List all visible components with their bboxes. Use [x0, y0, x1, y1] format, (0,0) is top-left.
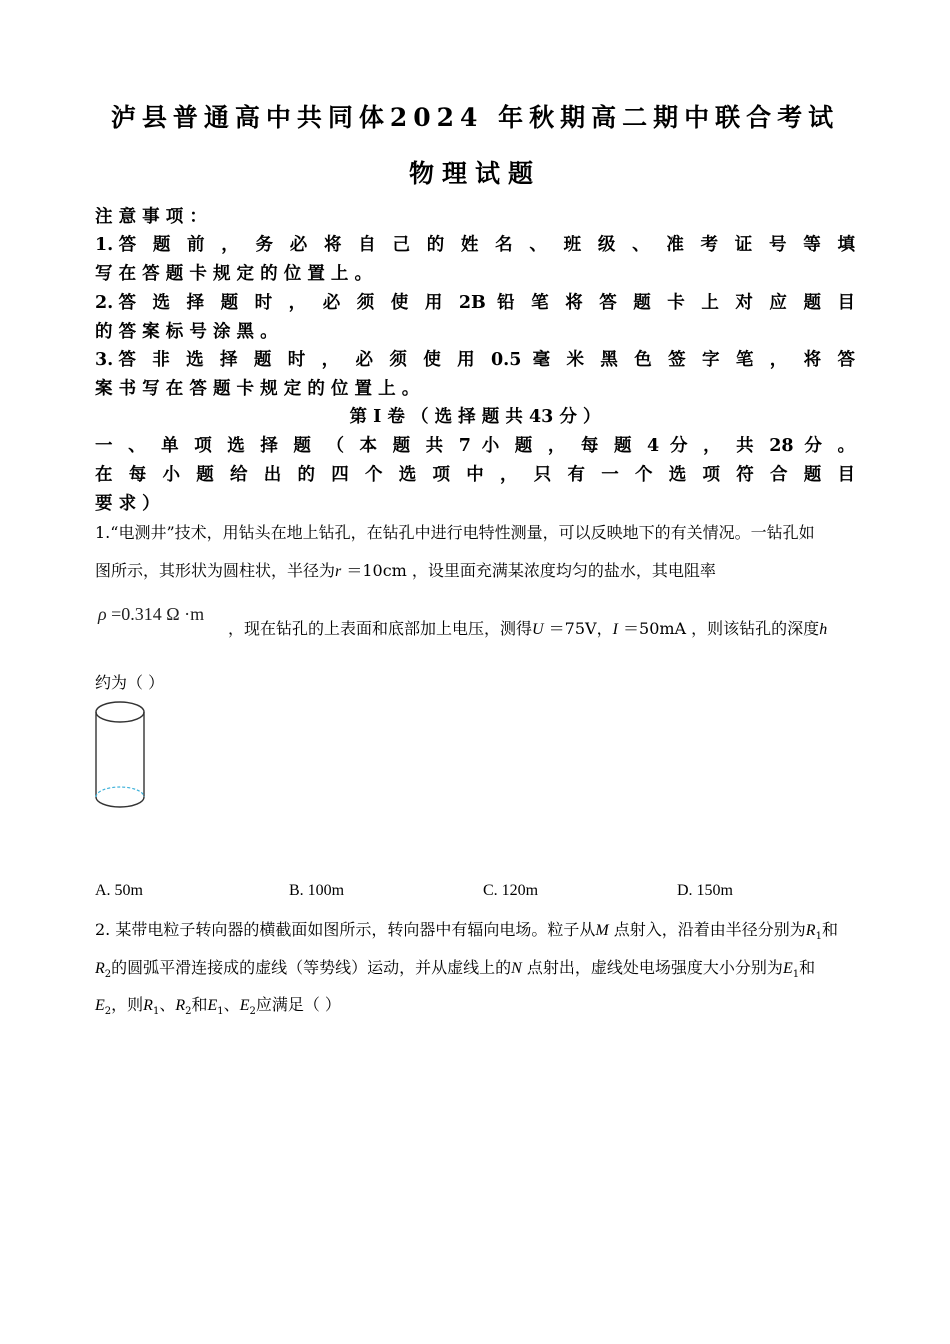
h-symbol: h: [819, 621, 828, 638]
q2-line-1: 2. 某带电粒子转向器的横截面如图所示，转向器中有辐向电场。粒子从M 点射入，沿着由半径分别为$R_1$和: [95, 920, 838, 943]
resistivity-formula: [98, 604, 204, 625]
q1-option-b: B. 100m: [289, 882, 345, 899]
r-symbol: r: [335, 563, 342, 580]
notice-item-1-line-2: 写 在 答 题 卡 规 定 的 位 置 上 。: [95, 264, 373, 284]
notice-item-3-line-1: 3.答 非 选 择 题 时 ， 必 须 使 用 0.5 毫 米 黑 色 签 字 笔 ， 将 答: [95, 350, 855, 370]
q1-option-c: C. 120m: [483, 882, 539, 899]
notice-item-2-line-2: 的 答 案 标 号 涂 黑 。: [95, 322, 278, 342]
exam-subtitle: 物理试题: [408, 159, 541, 188]
q2-line-2: $R_2$的圆弧平滑连接成的虚线（等势线）运动，并从虚线上的N 点射出，虚线处电场强度大小分别为$E_1$和: [95, 958, 816, 981]
notice-item-2-line-1: 2.答 选 择 题 时 ， 必 须 使 用 2B 铅 笔 将 答 题 卡 上 对 应 题 目: [95, 293, 855, 313]
volume-title: 第 Ⅰ 卷 （ 选 择 题 共 43 分 ）: [349, 407, 601, 427]
rho-value: =0.314 Ω ·m: [106, 604, 205, 624]
i-symbol: I: [612, 621, 618, 638]
exam-title: 泸县普通高中共同体2024 年秋期高二期中联合考试: [110, 103, 840, 132]
part-heading-line-1: 一 、 单 项 选 择 题 （ 本 题 共 7 小 题 ， 每 题 4 分 ， 共 28 分 。: [95, 436, 855, 456]
q2-line-3: $E_2$，则$R_1$、$R_2$和$E_1$、$E_2$应满足（ ）: [95, 995, 341, 1018]
notice-item-3-line-2: 案 书 写 在 答 题 卡 规 定 的 位 置 上 。: [95, 379, 420, 399]
notice-item-1-line-1: 1.答 题 前 ， 务 必 将 自 己 的 姓 名 、 班 级 、 准 考 证 号 等 填: [95, 235, 855, 255]
q1-line-2: 图所示，其形状为圆柱状，半径为r ＝10cm ，设里面充满某浓度均匀的盐水，其电阻率: [95, 561, 716, 580]
q1-option-a: A. 50m: [95, 882, 143, 899]
q1-option-d: D. 150m: [677, 882, 733, 899]
part-heading-line-2: 在 每 小 题 给 出 的 四 个 选 项 中 ， 只 有 一 个 选 项 符 合 题 目: [95, 465, 855, 485]
u-symbol: U: [532, 621, 544, 638]
q1-line-3: ，现在钻孔的上表面和底部加上电压，测得U ＝75V，I ＝50mA ，则该钻孔的深度h: [228, 619, 828, 638]
rho-symbol: ρ: [98, 604, 107, 624]
cylinder-figure: [92, 700, 148, 812]
q1-line-1: 1.“电测井”技术，用钻头在地上钻孔，在钻孔中进行电特性测量，可以反映地下的有关情况。一钻孔如: [95, 523, 815, 542]
q1-line-4: 约为（ ）: [95, 673, 165, 692]
part-heading-line-3: 要 求 ）: [95, 494, 160, 514]
notice-heading: 注 意 事 项 ：: [95, 207, 207, 227]
